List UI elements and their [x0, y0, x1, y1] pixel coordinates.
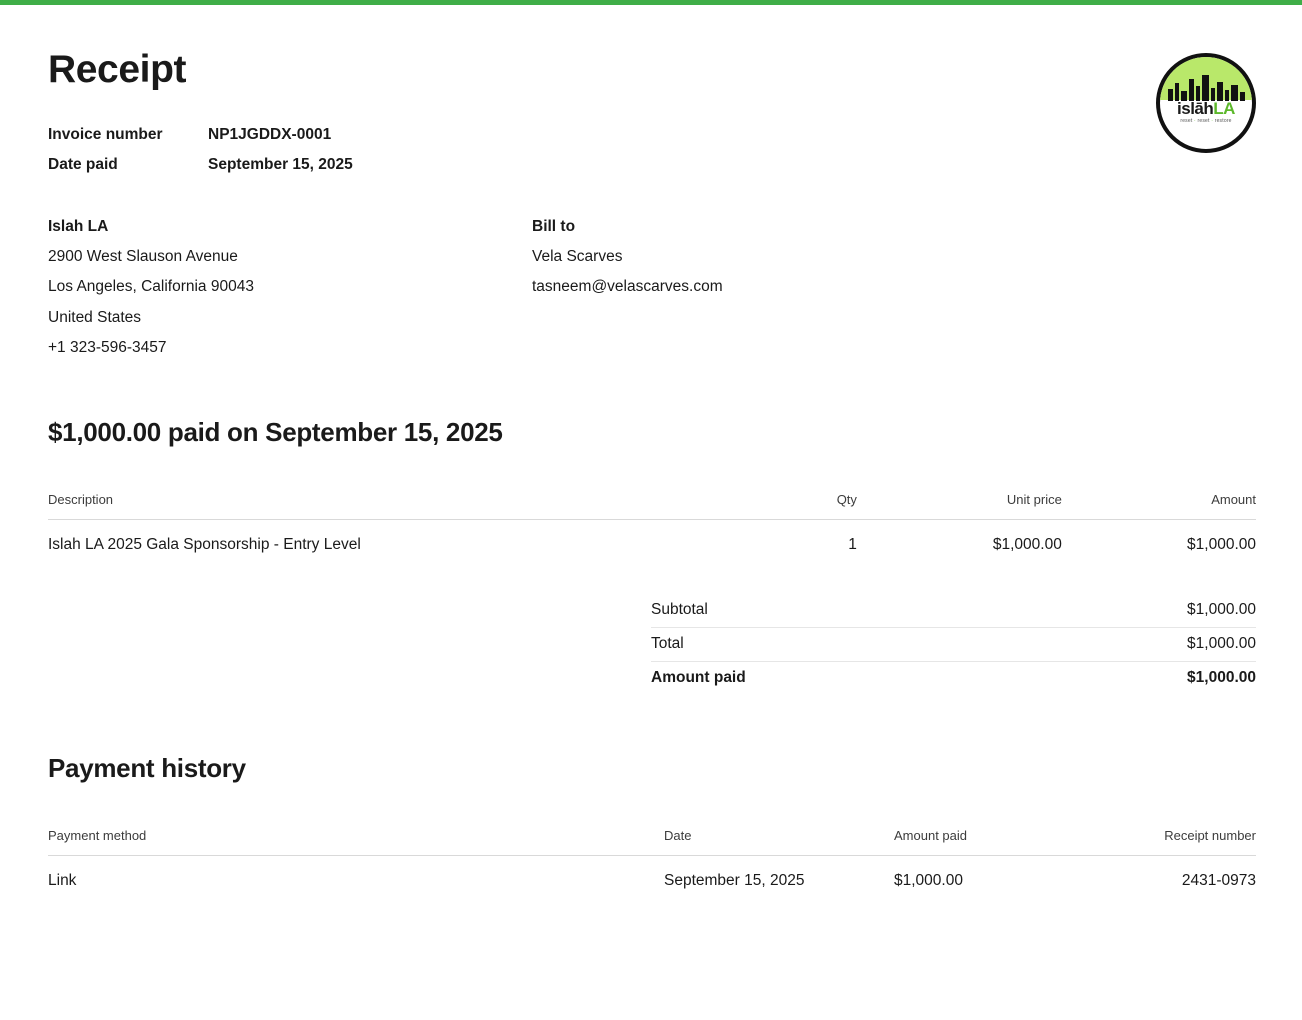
- seller-name: Islah LA: [48, 218, 109, 236]
- header-receipt-number: Receipt number: [1074, 828, 1256, 856]
- invoice-number-row: [48, 120, 1256, 150]
- amount-paid-label: Amount paid: [651, 668, 746, 686]
- seller-address-line-1: 2900 West Slauson Avenue: [48, 248, 238, 266]
- page-title: Receipt: [48, 48, 187, 91]
- date-paid-row: [48, 150, 1256, 180]
- line-item-description: Islah LA 2025 Gala Sponsorship - Entry Level: [48, 535, 361, 553]
- total-label: Total: [651, 627, 1001, 661]
- bill-to-address: [532, 212, 1016, 362]
- receipt-page: [0, 5, 1302, 890]
- date-paid-value: September 15, 2025: [208, 156, 353, 174]
- logo-wordmark: [1160, 100, 1252, 117]
- paid-headline: $1,000.00 paid on September 15, 2025: [48, 416, 503, 447]
- header-payment-amount-paid: Amount paid: [894, 828, 1074, 856]
- payment-history-title: Payment history: [48, 752, 246, 783]
- invoice-number-label: Invoice number: [48, 125, 163, 143]
- payment-date-value: September 15, 2025: [664, 871, 805, 889]
- totals-table: [651, 594, 1256, 695]
- header-payment-method: Payment method: [48, 828, 664, 856]
- header-qty: Qty: [738, 492, 857, 520]
- line-items-table: [48, 492, 1256, 572]
- subtotal-amount: $1,000.00: [1001, 594, 1256, 628]
- seller-address: [48, 212, 532, 362]
- bill-to-name: Vela Scarves: [532, 248, 623, 266]
- bill-to-label: Bill to: [532, 218, 576, 236]
- payment-amount-paid-value: $1,000.00: [894, 871, 963, 889]
- logo-building: [1202, 75, 1209, 101]
- date-paid-label: Date paid: [48, 156, 118, 174]
- seller-country: United States: [48, 308, 142, 326]
- bill-to-email: tasneem@velascarves.com: [532, 278, 723, 296]
- line-items-header-row: [48, 492, 1256, 520]
- logo-wordmark-la: LA: [1213, 99, 1235, 118]
- invoice-number-value: NP1JGDDX-0001: [208, 125, 332, 143]
- totals-section: [48, 594, 1256, 695]
- logo-tagline-1: reset: [1180, 118, 1193, 124]
- header-unit-price: Unit price: [857, 492, 1062, 520]
- header-description: Description: [48, 492, 738, 520]
- payment-receipt-number-value: 2431-0973: [1181, 871, 1256, 889]
- totals-row-total: [651, 627, 1256, 661]
- logo-tagline: reset · reset · restore: [1180, 118, 1232, 124]
- logo-skyline: [1166, 75, 1246, 101]
- line-item-unit-price: $1,000.00: [992, 535, 1062, 553]
- logo-wordmark-islah: islāh: [1177, 99, 1214, 118]
- logo-tagline-3: restore: [1214, 118, 1232, 124]
- header-amount: Amount: [1062, 492, 1256, 520]
- seller-address-line-2: Los Angeles, California 90043: [48, 278, 254, 296]
- amount-paid-value: $1,000.00: [1187, 668, 1256, 686]
- line-item-amount: $1,000.00: [1187, 535, 1256, 553]
- payment-history-header-row: [48, 828, 1256, 856]
- payment-history-table: [48, 828, 1256, 890]
- totals-row-subtotal: [651, 594, 1256, 628]
- line-item-qty: 1: [848, 535, 857, 553]
- subtotal-label: Subtotal: [651, 594, 1001, 628]
- header-payment-date: Date: [664, 828, 894, 856]
- total-amount: $1,000.00: [1001, 627, 1256, 661]
- payment-method-value: Link: [48, 871, 77, 889]
- company-logo: [1156, 53, 1256, 153]
- logo-tagline-2: reset: [1197, 118, 1210, 124]
- totals-row-amount-paid: [651, 661, 1256, 695]
- logo-building: [1189, 79, 1194, 101]
- receipt-meta: [48, 120, 1256, 180]
- address-block: [48, 212, 1256, 362]
- table-row: [48, 519, 1256, 572]
- table-row: [48, 855, 1256, 890]
- seller-phone: +1 323-596-3457: [48, 338, 167, 356]
- receipt-header: [48, 5, 1256, 124]
